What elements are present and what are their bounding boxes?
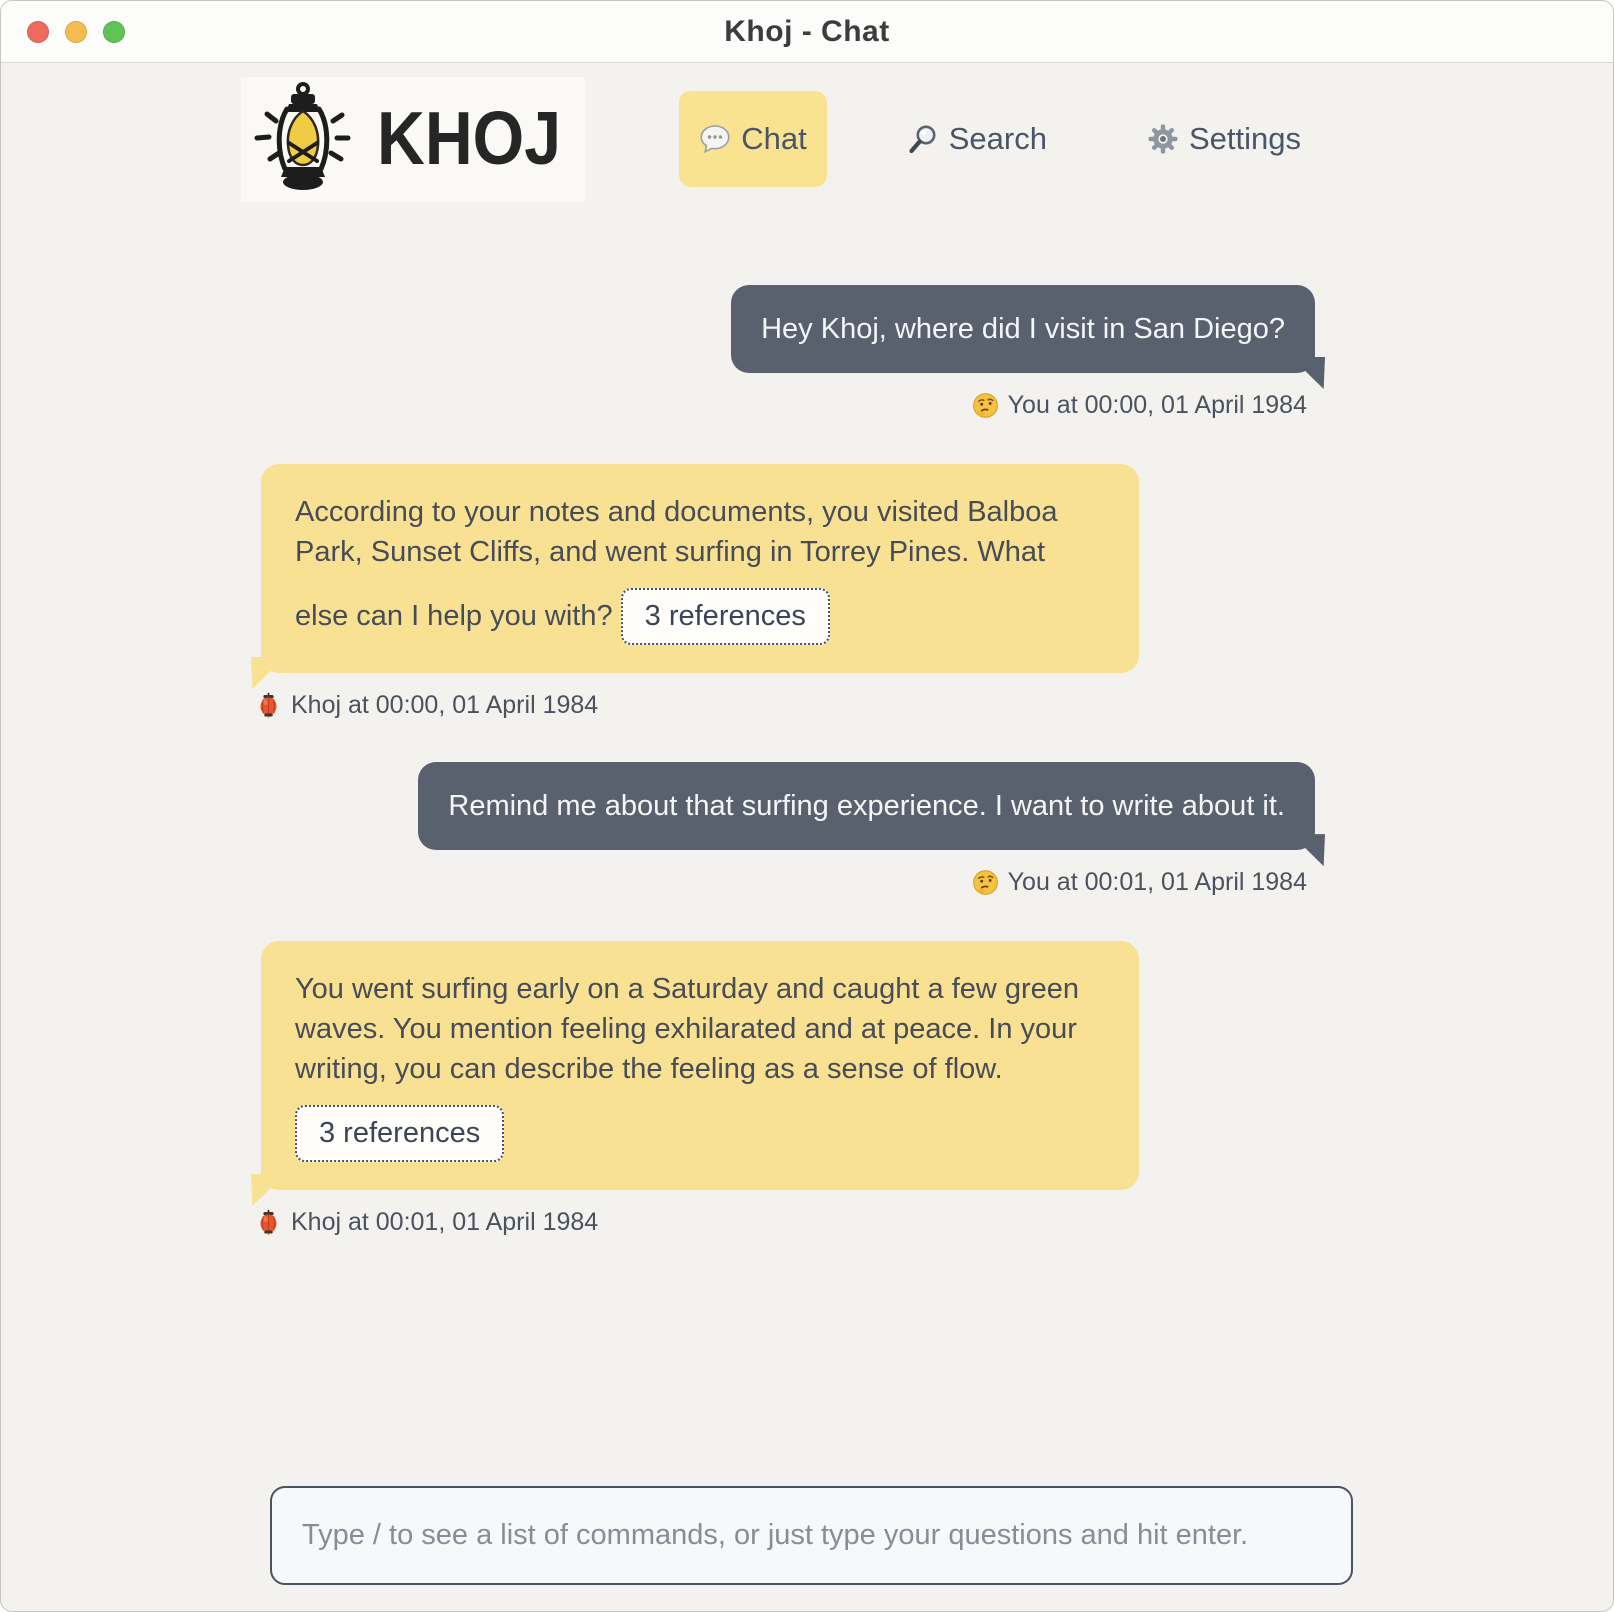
message-row-khoj (261, 464, 1315, 762)
khoj-logo[interactable] (241, 77, 585, 202)
nav-item-settings[interactable] (1127, 91, 1321, 187)
bubble-tail (251, 657, 285, 689)
message-meta (972, 868, 1307, 897)
close-button[interactable] (27, 21, 49, 43)
chat-input[interactable] (270, 1486, 1353, 1585)
zoom-button[interactable] (103, 21, 125, 43)
chat-bubble-icon (699, 123, 731, 155)
message-meta (255, 691, 598, 720)
bubble-text: According to your notes and documents, you visited Balboa Park, Sunset Cliffs, and went surfing in Torrey Pines. What else can I help you with? (295, 496, 1058, 633)
lantern-logo-icon (247, 81, 355, 198)
thinking-face-icon (972, 869, 999, 896)
lantern-icon (255, 692, 282, 719)
traffic-lights (27, 1, 125, 62)
nav-item-chat-label: Chat (741, 121, 807, 156)
lantern-icon (255, 1209, 282, 1236)
message-row-user (261, 762, 1315, 941)
references-button[interactable]: 3 references (295, 1105, 504, 1162)
bubble-tail (1291, 357, 1325, 389)
header (1, 63, 1613, 189)
message-meta (255, 1208, 598, 1237)
message-row-user (261, 285, 1315, 464)
message-row-khoj (261, 941, 1315, 1279)
khoj-bubble (261, 464, 1139, 673)
bubble-tail (251, 1174, 285, 1206)
thinking-face-icon (972, 392, 999, 419)
nav-item-search[interactable] (887, 91, 1067, 187)
meta-text: You at 00:00, 01 April 1984 (1007, 391, 1307, 420)
bubble-text: Remind me about that surfing experience. I want to write about it. (448, 790, 1285, 823)
references-button[interactable]: 3 references (621, 588, 830, 645)
bubble-tail (1291, 834, 1325, 866)
minimize-button[interactable] (65, 21, 87, 43)
titlebar (1, 1, 1613, 63)
nav-item-search-label: Search (948, 121, 1047, 156)
user-bubble (731, 285, 1315, 373)
bubble-text: Hey Khoj, where did I visit in San Diego? (761, 313, 1285, 345)
chat-area (261, 285, 1315, 1279)
message-meta (972, 391, 1307, 420)
nav-item-settings-label: Settings (1188, 121, 1301, 156)
bubble-text: You went surfing early on a Saturday and caught a few green waves. You mention feeling exhilarated and at peace. In your writing, you can describe the feeling as a sense of flow. (295, 973, 1080, 1086)
search-icon (907, 123, 939, 155)
khoj-bubble (261, 941, 1139, 1190)
gear-icon (1147, 123, 1179, 155)
user-bubble (418, 762, 1315, 850)
nav-item-chat[interactable] (679, 91, 826, 187)
meta-text: Khoj at 00:00, 01 April 1984 (291, 691, 599, 720)
meta-text: Khoj at 00:01, 01 April 1984 (291, 1208, 599, 1237)
window-title: Khoj - Chat (724, 14, 890, 48)
meta-text: You at 00:01, 01 April 1984 (1007, 868, 1307, 897)
brand-name: KHOJ (377, 97, 562, 181)
main-nav (679, 91, 1321, 187)
